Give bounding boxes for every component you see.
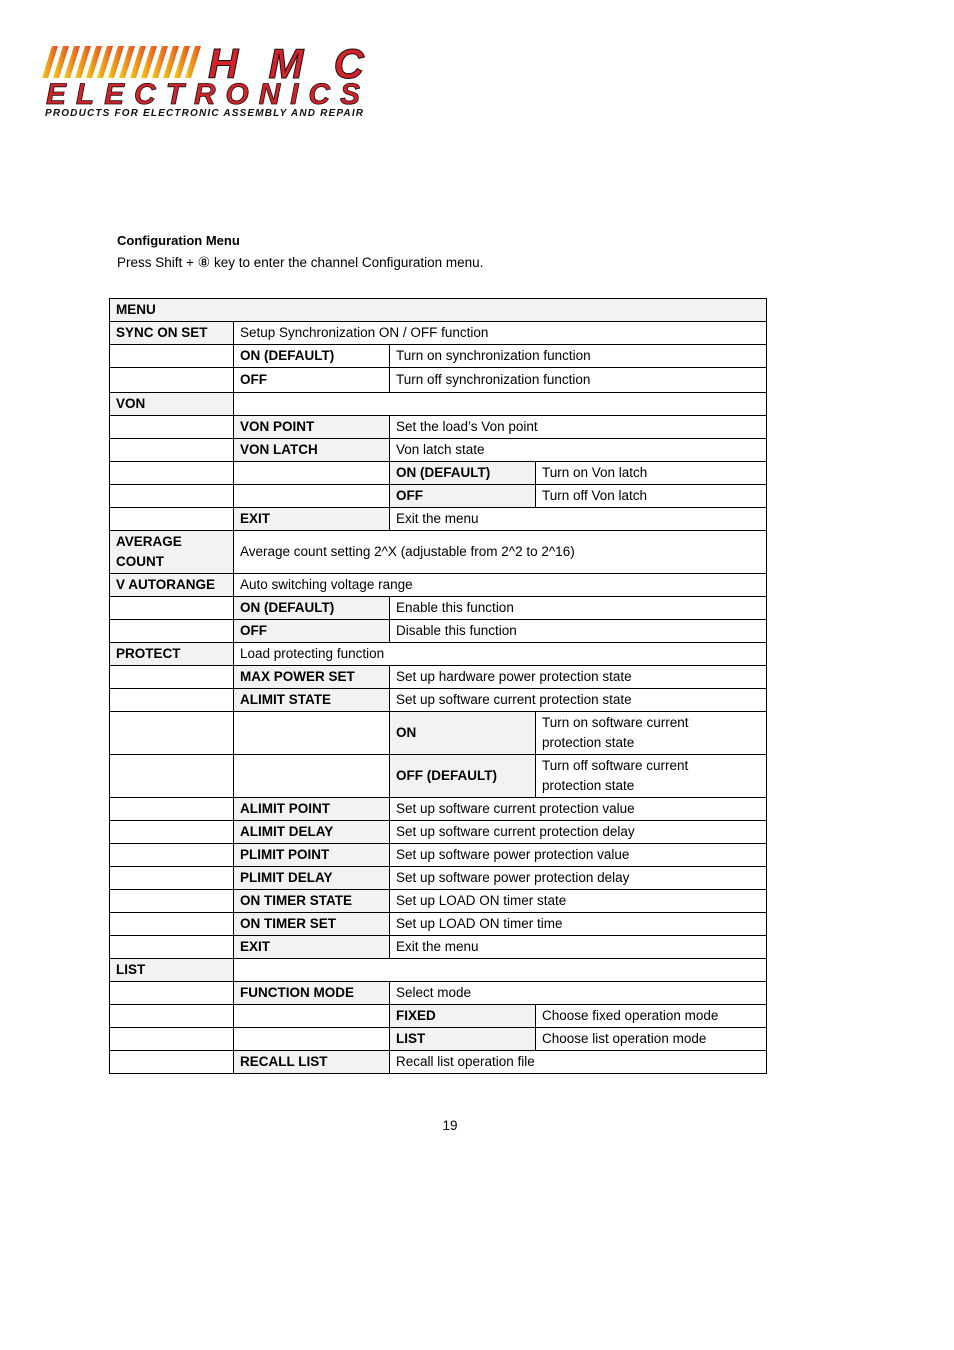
alimit-off-desc-line2: protection state <box>542 778 635 793</box>
alimit-off-label: OFF (DEFAULT) <box>390 755 536 798</box>
section-title: Configuration Menu <box>117 233 240 248</box>
on-timer-set-desc: Set up LOAD ON timer time <box>390 913 767 936</box>
protect-exit-desc: Exit the menu <box>390 936 767 959</box>
von-latch-label: VON LATCH <box>234 439 390 462</box>
menu-header: MENU <box>110 299 767 322</box>
empty-cell <box>234 755 390 798</box>
empty-cell <box>110 1051 234 1074</box>
von-latch-on-desc: Turn on Von latch <box>536 462 767 485</box>
svg-text:HMC: HMC <box>208 42 364 87</box>
alimit-delay-desc: Set up software current protection delay <box>390 821 767 844</box>
empty-cell <box>110 1028 234 1051</box>
table-row <box>110 844 767 867</box>
von-point-label: VON POINT <box>234 416 390 439</box>
empty-cell <box>110 890 234 913</box>
protect-label: PROTECT <box>110 643 234 666</box>
v-autorange-on-desc: Enable this function <box>390 597 767 620</box>
table-row <box>110 1028 767 1051</box>
empty-cell <box>234 462 390 485</box>
empty-cell <box>110 345 234 368</box>
von-exit-label: EXIT <box>234 508 390 531</box>
table-row <box>110 508 767 531</box>
on-timer-set-label: ON TIMER SET <box>234 913 390 936</box>
alimit-state-desc: Set up software current protection state <box>390 689 767 712</box>
empty-cell <box>110 755 234 798</box>
plimit-point-desc: Set up software power protection value <box>390 844 767 867</box>
list-mode-desc: Choose list operation mode <box>536 1028 767 1051</box>
configuration-menu-table <box>109 298 767 1074</box>
empty-cell <box>110 982 234 1005</box>
page-number: 19 <box>442 1118 458 1133</box>
von-latch-desc: Von latch state <box>390 439 767 462</box>
von-label: VON <box>110 393 234 416</box>
table-row <box>110 368 767 393</box>
table-row <box>110 890 767 913</box>
alimit-on-desc-line2: protection state <box>542 735 635 750</box>
table-row <box>110 936 767 959</box>
average-count-label-line1: AVERAGE <box>116 534 182 549</box>
table-row <box>110 913 767 936</box>
max-power-set-desc: Set up hardware power protection state <box>390 666 767 689</box>
empty-cell <box>110 485 234 508</box>
table-row <box>110 982 767 1005</box>
table-row <box>110 1051 767 1074</box>
empty-cell <box>110 416 234 439</box>
empty-cell <box>110 867 234 890</box>
table-row <box>110 345 767 368</box>
table-row <box>110 439 767 462</box>
von-point-desc: Set the load’s Von point <box>390 416 767 439</box>
table-row <box>110 712 767 755</box>
sync-on-label: ON (DEFAULT) <box>234 345 390 368</box>
empty-cell <box>110 712 234 755</box>
sync-on-set-desc: Setup Synchronization ON / OFF function <box>234 322 767 345</box>
v-autorange-label: V AUTORANGE <box>110 574 234 597</box>
average-count-desc: Average count setting 2^X (adjustable from 2^2 to 2^16) <box>234 531 767 574</box>
table-row <box>110 416 767 439</box>
von-latch-on-label: ON (DEFAULT) <box>390 462 536 485</box>
list-mode-label: LIST <box>390 1028 536 1051</box>
alimit-on-label: ON <box>390 712 536 755</box>
intro-text-after: key to enter the channel Configuration menu. <box>210 255 484 270</box>
plimit-delay-desc: Set up software power protection delay <box>390 867 767 890</box>
hmc-electronics-logo-graphic <box>42 42 366 120</box>
v-autorange-off-label: OFF <box>234 620 390 643</box>
recall-list-desc: Recall list operation file <box>390 1051 767 1074</box>
empty-cell <box>110 368 234 393</box>
sync-off-desc: Turn off synchronization function <box>390 368 767 393</box>
average-count-label <box>110 531 234 574</box>
on-timer-state-desc: Set up LOAD ON timer state <box>390 890 767 913</box>
hmc-electronics-logo <box>42 42 366 120</box>
empty-cell <box>234 1028 390 1051</box>
empty-cell <box>110 462 234 485</box>
empty-cell <box>110 508 234 531</box>
table-row <box>110 755 767 798</box>
alimit-state-label: ALIMIT STATE <box>234 689 390 712</box>
table-row <box>110 821 767 844</box>
von-latch-off-desc: Turn off Von latch <box>536 485 767 508</box>
empty-cell <box>234 712 390 755</box>
empty-cell <box>110 689 234 712</box>
empty-cell <box>110 913 234 936</box>
plimit-delay-label: PLIMIT DELAY <box>234 867 390 890</box>
empty-cell <box>234 485 390 508</box>
empty-cell <box>110 439 234 462</box>
table-row <box>110 531 767 574</box>
function-mode-label: FUNCTION MODE <box>234 982 390 1005</box>
section-intro <box>117 254 483 272</box>
table-row <box>110 798 767 821</box>
sync-off-label: OFF <box>234 368 390 393</box>
v-autorange-off-desc: Disable this function <box>390 620 767 643</box>
empty-cell <box>110 844 234 867</box>
table-row <box>110 462 767 485</box>
alimit-off-desc <box>536 755 767 798</box>
empty-cell <box>110 936 234 959</box>
alimit-point-desc: Set up software current protection value <box>390 798 767 821</box>
protect-desc: Load protecting function <box>234 643 767 666</box>
max-power-set-label: MAX POWER SET <box>234 666 390 689</box>
intro-text-before: Press Shift + <box>117 255 198 270</box>
table-row <box>110 299 767 322</box>
empty-cell <box>234 393 767 416</box>
plimit-point-label: PLIMIT POINT <box>234 844 390 867</box>
average-count-label-line2: COUNT <box>116 554 164 569</box>
fixed-label: FIXED <box>390 1005 536 1028</box>
key-8-symbol: ⑧ <box>197 254 211 270</box>
table-row <box>110 574 767 597</box>
v-autorange-on-label: ON (DEFAULT) <box>234 597 390 620</box>
alimit-delay-label: ALIMIT DELAY <box>234 821 390 844</box>
table-row <box>110 597 767 620</box>
svg-text:ELECTRONICS: ELECTRONICS <box>46 78 360 111</box>
empty-cell <box>110 798 234 821</box>
table-row <box>110 322 767 345</box>
empty-cell <box>110 1005 234 1028</box>
table-row <box>110 620 767 643</box>
v-autorange-desc: Auto switching voltage range <box>234 574 767 597</box>
table-row <box>110 689 767 712</box>
table-row <box>110 867 767 890</box>
von-exit-desc: Exit the menu <box>390 508 767 531</box>
von-latch-off-label: OFF <box>390 485 536 508</box>
empty-cell <box>110 597 234 620</box>
on-timer-state-label: ON TIMER STATE <box>234 890 390 913</box>
sync-on-desc: Turn on synchronization function <box>390 345 767 368</box>
svg-text:PRODUCTS FOR ELECTRONIC ASSEMB: PRODUCTS FOR ELECTRONIC ASSEMBLY AND REPAIR <box>45 108 363 119</box>
table-row <box>110 393 767 416</box>
empty-cell <box>234 959 767 982</box>
empty-cell <box>234 1005 390 1028</box>
table-row <box>110 666 767 689</box>
empty-cell <box>110 821 234 844</box>
table-row <box>110 959 767 982</box>
empty-cell <box>110 666 234 689</box>
alimit-on-desc-line1: Turn on software current <box>542 715 689 730</box>
protect-exit-label: EXIT <box>234 936 390 959</box>
list-label: LIST <box>110 959 234 982</box>
recall-list-label: RECALL LIST <box>234 1051 390 1074</box>
alimit-point-label: ALIMIT POINT <box>234 798 390 821</box>
fixed-desc: Choose fixed operation mode <box>536 1005 767 1028</box>
table-row <box>110 643 767 666</box>
empty-cell <box>110 620 234 643</box>
alimit-on-desc <box>536 712 767 755</box>
function-mode-desc: Select mode <box>390 982 767 1005</box>
alimit-off-desc-line1: Turn off software current <box>542 758 689 773</box>
table-row <box>110 485 767 508</box>
table-row <box>110 1005 767 1028</box>
sync-on-set-label: SYNC ON SET <box>110 322 234 345</box>
